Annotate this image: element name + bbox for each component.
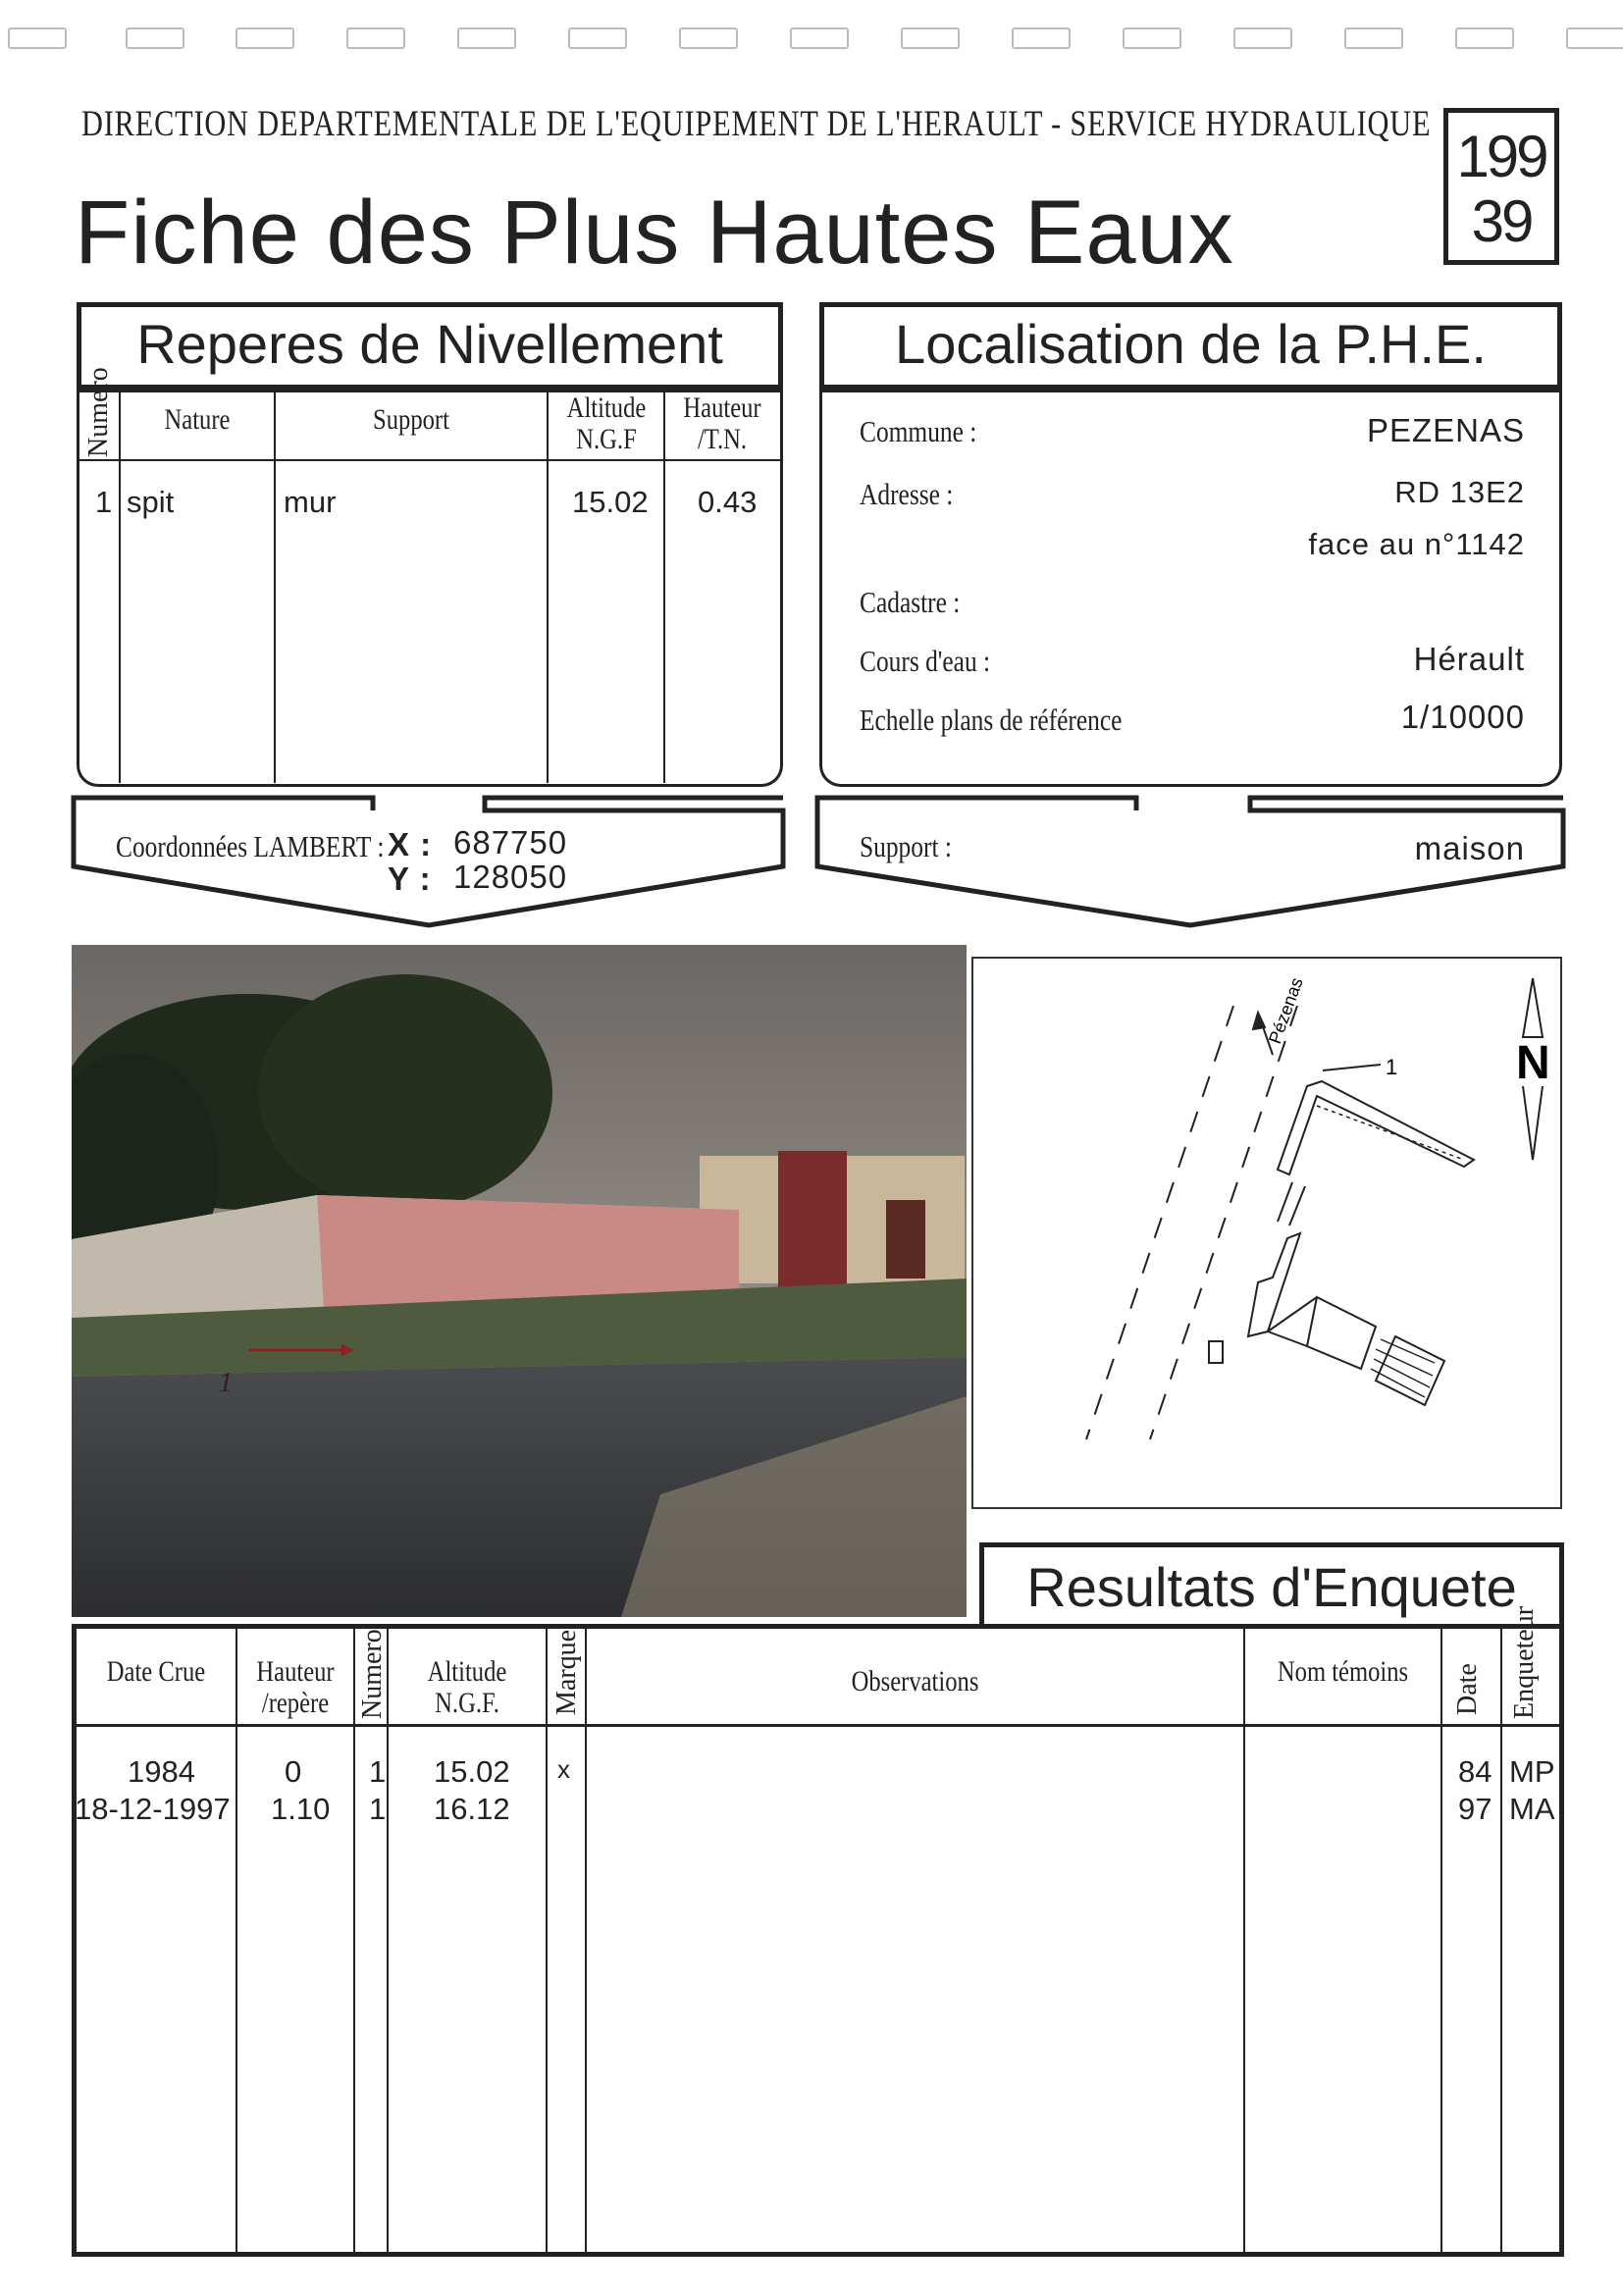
location-sketch — [971, 957, 1562, 1509]
echelle-value: 1/10000 — [1400, 699, 1525, 735]
row2-hauteur: 1.10 — [271, 1792, 331, 1826]
col-marque: Marque — [551, 1629, 582, 1715]
y-value: 128050 — [453, 859, 568, 895]
adresse-label: Adresse : — [860, 477, 954, 511]
row1-date: 84 — [1458, 1754, 1492, 1789]
col-altitude-ngf: Altitude N.G.F. — [427, 1655, 507, 1719]
reperes-title: Reperes de Nivellement — [77, 302, 783, 392]
north-label: N — [1516, 1037, 1550, 1089]
north-arrow-icon — [1516, 978, 1550, 1160]
site-photo — [72, 945, 967, 1617]
x-label: X : — [388, 826, 433, 862]
reperes-table — [77, 367, 783, 787]
row1-hauteur: 0 — [285, 1754, 302, 1789]
row1-enqueteur: MP — [1509, 1754, 1555, 1789]
resultats-table — [72, 1605, 1564, 2257]
row2-enqueteur: MA — [1509, 1792, 1555, 1826]
col-support: Support — [373, 403, 449, 436]
resultats-title: Resultats d'Enquete — [979, 1542, 1564, 1627]
commune-value: PEZENAS — [1366, 412, 1525, 448]
repere-hauteur: 0.43 — [698, 485, 758, 519]
cadastre-label: Cadastre : — [860, 585, 961, 619]
col-hauteur: Hauteur /T.N. — [683, 391, 761, 455]
echelle-label: Echelle plans de référence — [860, 703, 1123, 737]
col-nom-temoins: Nom témoins — [1277, 1655, 1409, 1688]
row1-marque: x — [557, 1754, 570, 1784]
support-value: maison — [1414, 830, 1525, 866]
row1-date-crue: 1984 — [128, 1754, 195, 1789]
repere-support: mur — [284, 485, 337, 519]
page-title: Fiche des Plus Hautes Eaux — [75, 183, 1234, 283]
repere-numero: 1 — [95, 485, 113, 519]
y-label: Y : — [388, 861, 432, 897]
row1-altitude: 15.02 — [434, 1754, 510, 1789]
fiche-number-box — [1443, 108, 1559, 265]
x-value: 687750 — [453, 824, 568, 861]
col-numero-resultat: Numero — [357, 1629, 388, 1719]
fiche-number-line1: 199 — [1456, 124, 1546, 189]
support-label: Support : — [860, 829, 952, 863]
map-marker-label: 1 — [1386, 1055, 1398, 1079]
commune-label: Commune : — [860, 414, 977, 448]
localisation-title: Localisation de la P.H.E. — [819, 302, 1562, 392]
fiche-number-line2: 39 — [1471, 188, 1532, 254]
row2-date-crue: 18-12-1997 — [75, 1792, 231, 1826]
col-nature: Nature — [164, 403, 231, 436]
adresse-value-1: RD 13E2 — [1394, 475, 1525, 509]
repere-nature: spit — [127, 485, 175, 519]
col-observations: Observations — [851, 1665, 979, 1697]
col-altitude: Altitude N.G.F — [566, 391, 647, 455]
photo-marker-label: 1 — [219, 1368, 233, 1398]
service-header: DIRECTION DEPARTEMENTALE DE L'EQUIPEMENT DE L'HERAULT - SERVICE HYDRAULIQUE — [81, 104, 1432, 144]
map-road-label: Pézenas — [1264, 974, 1307, 1047]
col-date-crue: Date Crue — [106, 1655, 206, 1688]
col-enqueteur: Enqueteur — [1509, 1605, 1540, 1719]
col-hauteur-repere: Hauteur /repère — [256, 1655, 335, 1719]
binder-holes — [0, 27, 1623, 55]
lambert-label: Coordonnées LAMBERT : — [116, 829, 385, 863]
col-numero: Numero — [83, 367, 114, 457]
row2-date: 97 — [1458, 1792, 1492, 1826]
row2-numero: 1 — [369, 1792, 387, 1826]
row1-numero: 1 — [369, 1754, 387, 1789]
cours-value: Hérault — [1413, 641, 1525, 677]
repere-altitude: 15.02 — [572, 485, 649, 519]
col-date: Date — [1452, 1663, 1483, 1715]
cours-label: Cours d'eau : — [860, 644, 991, 678]
coordinates-banner — [69, 793, 795, 940]
adresse-value-2: face au n°1142 — [1308, 527, 1525, 561]
row2-altitude: 16.12 — [434, 1792, 510, 1826]
